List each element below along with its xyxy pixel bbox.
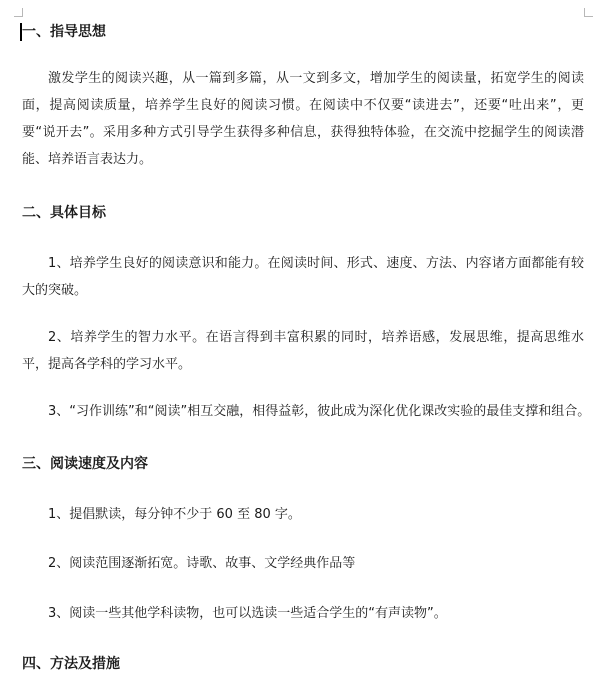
list-item-speed-3: 3、阅读一些其他学科读物，也可以选读一些适合学生的“有声读物”。 (48, 606, 447, 621)
section-heading-reading-speed: 三、阅读速度及内容 (22, 456, 148, 472)
section-heading-methods: 四、方法及措施 (22, 656, 120, 672)
list-item-speed-1: 1、提倡默读，每分钟不少于 60 至 80 字。 (48, 507, 301, 522)
list-item-goal-2: 2、培养学生的智力水平。在语言得到丰富积累的同时，培养语感，发展思维，提高思维水平，提高各学科的学习水平。 (22, 330, 584, 372)
section-heading-specific-goals: 二、具体目标 (22, 205, 106, 221)
list-item-goal-3: 3、“习作训练”和“阅读”相互交融，相得益彰，彼此成为深化优化课改实验的最佳支撑和组合。 (48, 404, 591, 419)
list-item-speed-2: 2、阅读范围逐渐拓宽。诗歌、故事、文学经典作品等 (48, 556, 356, 571)
paragraph-guiding-thought: 激发学生的阅读兴趣，从一篇到多篇，从一文到多文，增加学生的阅读量，拓宽学生的阅读面，提高阅读质量，培养学生良好的阅读习惯。在阅读中不仅要“读进去”，还要“吐出来”，更要“说开去”。采用多种方式引导学生获得多种信息，获得独特体验，在交流中挖掘学生的阅读潜能、培养语言表达力。 (22, 71, 584, 167)
page-corner-mark-left (14, 8, 23, 17)
section-heading-guiding-thought: 一、指导思想 (22, 24, 106, 40)
list-item-goal-1: 1、培养学生良好的阅读意识和能力。在阅读时间、形式、速度、方法、内容诸方面都能有较大的突破。 (22, 256, 584, 298)
page-corner-mark-right (584, 8, 593, 17)
